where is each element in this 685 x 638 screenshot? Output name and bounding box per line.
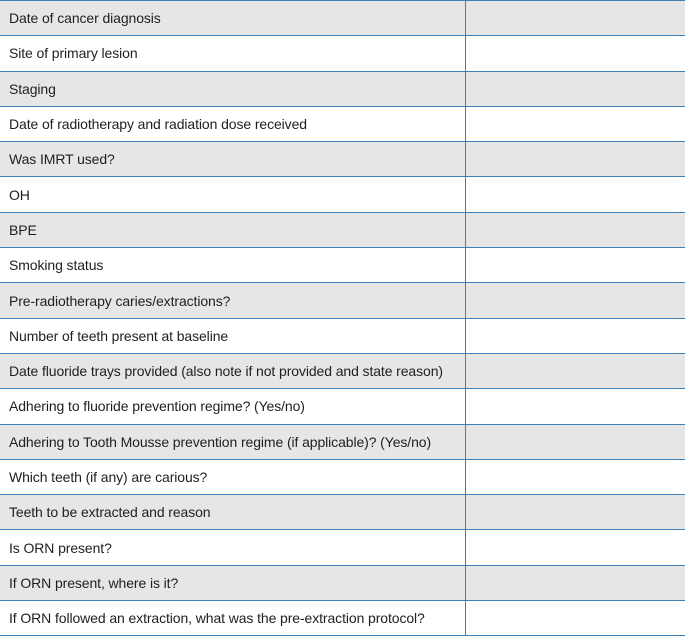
table-row [0, 283, 685, 318]
row-value-field[interactable] [465, 71, 685, 106]
row-label: OH [0, 177, 465, 212]
row-label: BPE [0, 212, 465, 247]
table-row [0, 530, 685, 565]
row-label: Smoking status [0, 248, 465, 283]
row-label: Was IMRT used? [0, 142, 465, 177]
row-label: Is ORN present? [0, 530, 465, 565]
row-value-field[interactable] [465, 353, 685, 388]
row-label: Date of radiotherapy and radiation dose received [0, 106, 465, 141]
row-label: Date of cancer diagnosis [0, 1, 465, 36]
row-value-field[interactable] [465, 142, 685, 177]
row-value-field[interactable] [465, 389, 685, 424]
table-row [0, 142, 685, 177]
row-value-field[interactable] [465, 601, 685, 636]
row-value-field[interactable] [465, 212, 685, 247]
row-label: Adhering to Tooth Mousse prevention regime (if applicable)? (Yes/no) [0, 424, 465, 459]
row-value-field[interactable] [465, 495, 685, 530]
row-label: Which teeth (if any) are carious? [0, 459, 465, 494]
table-row [0, 424, 685, 459]
table-row [0, 71, 685, 106]
row-label: Site of primary lesion [0, 36, 465, 71]
table-row [0, 353, 685, 388]
row-value-field[interactable] [465, 177, 685, 212]
table-row [0, 1, 685, 36]
table-row [0, 495, 685, 530]
row-label: Adhering to fluoride prevention regime? (Yes/no) [0, 389, 465, 424]
table-row [0, 565, 685, 600]
row-label: Teeth to be extracted and reason [0, 495, 465, 530]
row-label: Staging [0, 71, 465, 106]
row-value-field[interactable] [465, 459, 685, 494]
table-row [0, 601, 685, 636]
row-value-field[interactable] [465, 283, 685, 318]
row-label: Pre-radiotherapy caries/extractions? [0, 283, 465, 318]
row-label: Number of teeth present at baseline [0, 318, 465, 353]
table-row [0, 389, 685, 424]
row-label: Date fluoride trays provided (also note if not provided and state reason) [0, 353, 465, 388]
table-row [0, 248, 685, 283]
row-value-field[interactable] [465, 106, 685, 141]
row-value-field[interactable] [465, 424, 685, 459]
row-label: If ORN present, where is it? [0, 565, 465, 600]
table-row [0, 212, 685, 247]
row-value-field[interactable] [465, 36, 685, 71]
table-row [0, 177, 685, 212]
table-row [0, 36, 685, 71]
row-label: If ORN followed an extraction, what was the pre-extraction protocol? [0, 601, 465, 636]
table-row [0, 459, 685, 494]
row-value-field[interactable] [465, 318, 685, 353]
row-value-field[interactable] [465, 1, 685, 36]
table-row [0, 318, 685, 353]
row-value-field[interactable] [465, 530, 685, 565]
form-table-body [0, 1, 685, 636]
row-value-field[interactable] [465, 248, 685, 283]
row-value-field[interactable] [465, 565, 685, 600]
table-row [0, 106, 685, 141]
